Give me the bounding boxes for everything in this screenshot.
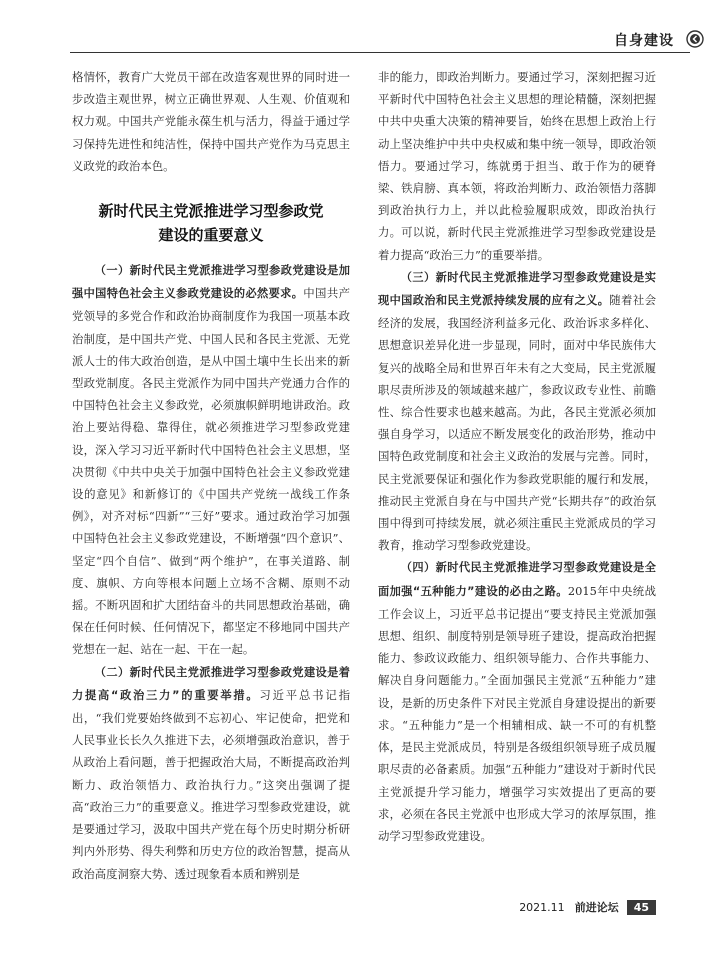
section-4-heading: （四）新时代民主党派推进学习型参政党建设是全面加强“五种能力”建设的必由之路。 xyxy=(378,561,656,598)
section-2-text: 习近平总书记指出，“我们党要始终做到不忘初心、牢记使命，把党和人民事业长长久久推进下去，必须增强政治意识，善于从政治上看问题，善于把握政治大局，不断提高政治判断力、政治领悟力、政治执行力。”这突出强调了提高“政治三力”的重要意义。推进学习型参政党建设，就是要通过学习，汲取中国共产党在每个历史时期分析研判内外形势、得失利弊和历史方位的政治智慧，提高从政治高度洞察大势、透过现象看本质和辨别是 xyxy=(72,687,350,881)
paragraph-section-2 xyxy=(72,661,350,885)
page-number: 45 xyxy=(627,900,656,915)
circle-arrow-icon xyxy=(686,30,704,48)
title-line-2: 建设的重要意义 xyxy=(158,226,264,245)
paragraph-section-4 xyxy=(378,556,656,847)
section-label: 自身建设 xyxy=(614,33,674,49)
page-header xyxy=(0,0,724,52)
section-1-text: 中国共产党领导的多党合作和政治协商制度作为我国一项基本政治制度，是中国共产党、中国人民和各民主党派、无党派人士的伟大政治创造，是从中国土壤中生长出来的新型政党制度。各民主党派作为同中国共产党通力合作的中国特色社会主义参政党，必须旗帜鲜明地讲政治。政治上要站得稳、靠得住，就必须推进学习型参政党建设，深入学习习近平新时代中国特色社会主义思想，坚决贯彻《中共中央关于加强中国特色社会主义参政党建设的意见》和新修订的《中国共产党统一战线工作条例》，对齐对标“四新”“三好”要求。通过政治学习加强中国特色社会主义参政党建设，不断增强“四个意识”、坚定“四个自信”、做到“两个维护”，在事关道路、制度、旗帜、方向等根本问题上立场不含糊、原则不动摇。不断巩固和扩大团结奋斗的共同思想政治基础，确保在任何时候、任何情况下，都坚定不移地同中国共产党想在一起、站在一起、干在一起。 xyxy=(72,286,350,657)
paragraph-section-1 xyxy=(72,259,350,661)
article-section-title xyxy=(72,199,350,247)
paragraph-continued: 非的能力，即政治判断力。要通过学习，深刻把握习近平新时代中国特色社会主义思想的理论精髓，深刻把握中共中央重大决策的精神要旨，始终在思想上政治上行动上坚决维护中共中央权威和集中统一领导，即政治领悟力。要通过学习，练就勇于担当、敢于作为的硬脊梁、铁肩膀、真本领，将政治判断力、政治领悟力落脚到政治执行力上，并以此检验履职成效，即政治执行力。可以说，新时代民主党派推进学习型参政党建设是着力提高“政治三力”的重要举措。 xyxy=(378,70,656,262)
paragraph-continued: 格情怀，教育广大党员干部在改造客观世界的同时进一步改造主观世界，树立正确世界观、人生观、价值观和权力观。中国共产党能永葆生机与活力，得益于通过学习保持先进性和纯洁性，保持中国共产党作为马克思主义政党的政治本色。 xyxy=(72,70,350,173)
section-2-heading: （二）新时代民主党派推进学习型参政党建设是着力提高“政治三力”的重要举措。 xyxy=(72,665,350,702)
section-3-heading: （三）新时代民主党派推进学习型参政党建设是实现中国政治和民主党派持续发展的应有之义。 xyxy=(378,270,656,308)
section-1-heading: （一）新时代民主党派推进学习型参政党建设是加强中国特色社会主义参政党建设的必然要求。 xyxy=(72,264,350,301)
title-line-1: 新时代民主党派推进学习型参政党 xyxy=(98,202,324,221)
page-footer xyxy=(519,898,656,916)
paragraph-section-3 xyxy=(378,266,656,557)
section-4-text: 2015年中央统战工作会议上，习近平总书记提出“要支持民主党派加强思想、组织、制度特别是领导班子建设，提高政治把握能力、参政议政能力、组织领导能力、合作共事能力、解决自身问题能力。”全面加强民主党派“五种能力”建设，是新的历史条件下对民主党派自身建设提出的新要求。“五种能力”是一个相辅相成、缺一不可的有机整体，是民主党派成员，特别是各级组织领导班子成员履职尽责的必备素质。加强“五种能力”建设对于新时代民主党派提升学习能力，增强学习实效提出了更高的要求，必须在各民主党派中也形成大学习的浓厚氛围，推动学习型参政党建设。 xyxy=(378,583,656,843)
section-3-text: 随着社会经济的发展，我国经济利益多元化、政治诉求多样化、思想意识差异化进一步显现，同时，面对中华民族伟大复兴的战略全局和世界百年未有之大变局，民主党派履职尽责所涉及的领域越来越广，参政议政专业性、前瞻性、综合性要求也越来越高。为此，各民主党派必须加强自身学习，以适应不断发展变化的政治形势，推动中国特色政党制度和社会主义政治的发展与完善。同时，民主党派要保证和强化作为参政党职能的履行和发展，推动民主党派自身在与中国共产党“长期共存”的政治氛围中得到可持续发展，就必须注重民主党派成员的学习教育，推动学习型参政党建设。 xyxy=(378,293,656,553)
right-column xyxy=(378,66,656,847)
magazine-name: 前进论坛 xyxy=(574,901,619,914)
left-column xyxy=(72,66,350,885)
issue-date: 2021.11 xyxy=(519,900,565,914)
header-rule xyxy=(70,52,690,53)
